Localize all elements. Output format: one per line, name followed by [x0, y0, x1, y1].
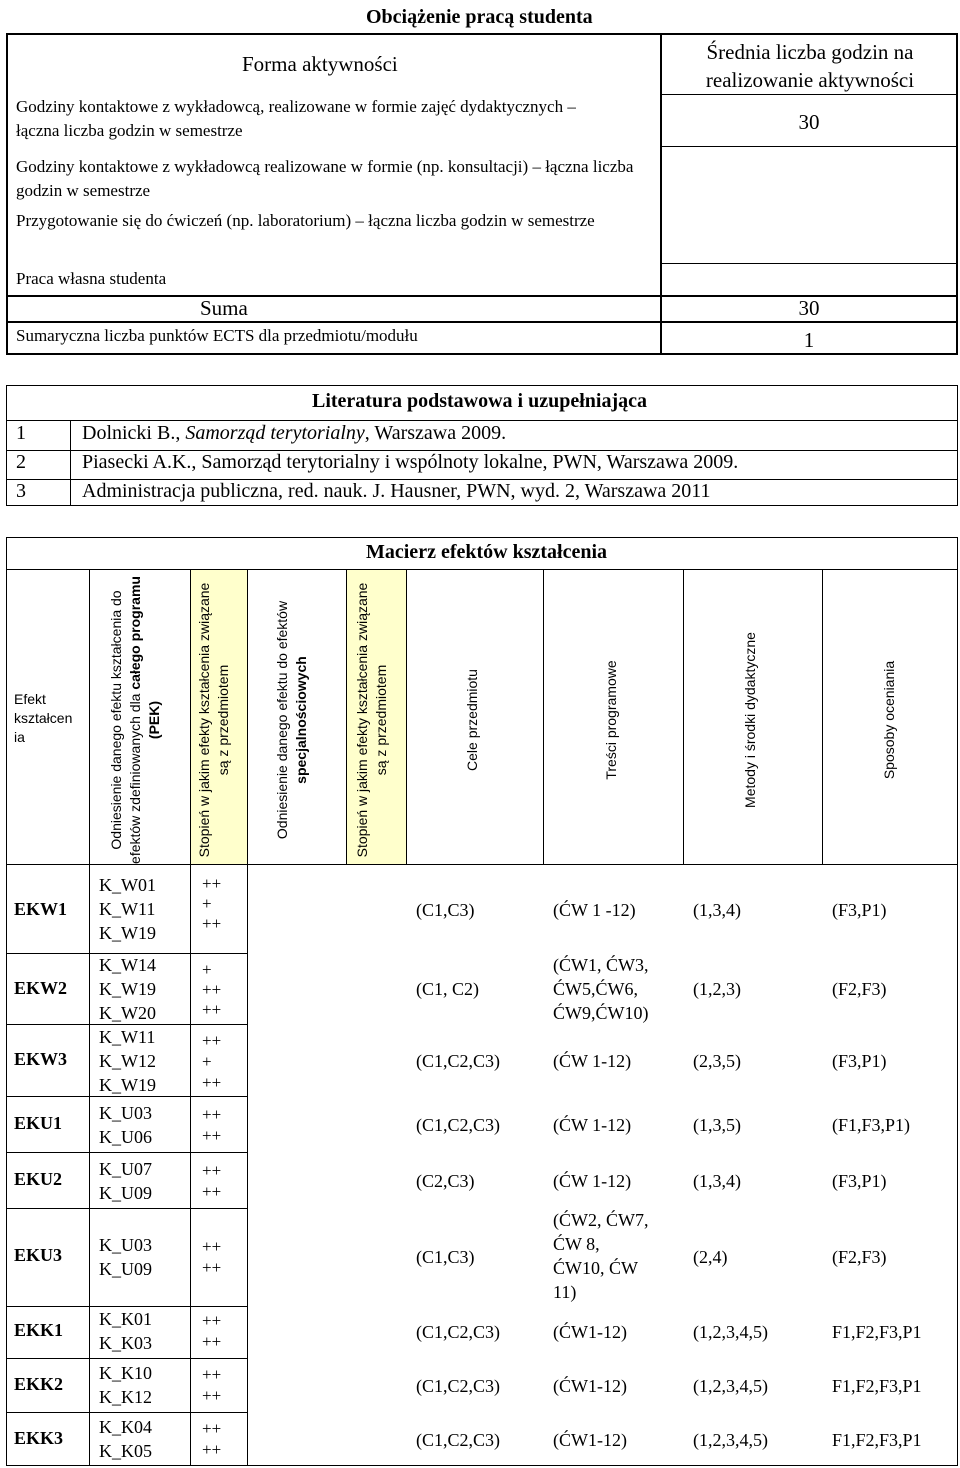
specialty-reference-column-header — [273, 575, 319, 865]
teaching-methods: (1,3,5) — [693, 1115, 741, 1135]
matrix-title: Macierz efektów kształcenia — [366, 541, 608, 563]
program-content: (ĆW1-12) — [553, 1376, 627, 1396]
methods-column-header: Metody i środki dydaktyczne — [742, 632, 758, 808]
assessment-methods: (F1,F3,P1) — [832, 1115, 911, 1135]
course-goals: (C1,C3) — [416, 1247, 475, 1267]
effect-code: EKU1 — [14, 1113, 63, 1133]
program-content: (ĆW1, ĆW3, ĆW5,ĆW6, ĆW9,ĆW10) — [553, 955, 649, 1023]
program-references: K_K04 K_K05 — [99, 1417, 152, 1461]
degree-column-header: Stopień w jakim efekty kształcenia związane są z przedmiotem — [354, 582, 389, 858]
program-references: K_K10 K_K12 — [99, 1363, 152, 1407]
workload-title: Obciążenie pracą studenta — [366, 6, 593, 28]
pek-reference-text: Odniesienie danego efektu kształcenia do efektów zdefiniowanych dla — [108, 590, 143, 864]
program-references: K_U03 K_U06 — [99, 1103, 152, 1147]
program-content: (ĆW 1-12) — [553, 1115, 632, 1135]
relation-degree: ++ ++ — [202, 1237, 222, 1277]
literature-item — [82, 451, 738, 474]
teaching-methods: (1,3,4) — [693, 1171, 741, 1191]
program-references: K_U07 K_U09 — [99, 1159, 152, 1203]
pek-reference-bold: całego programu (PEK) — [127, 576, 162, 740]
assessment-methods: (F3,P1) — [832, 900, 887, 920]
workload-row-label: Godziny kontaktowe z wykładowcą realizowane w formie (np. konsultacji) – łączna liczba godzin w semestrze — [16, 157, 634, 200]
effect-code: EKK1 — [14, 1320, 64, 1340]
assessment-methods: F1,F2,F3,P1 — [832, 1322, 922, 1342]
course-goals: (C1,C2,C3) — [416, 1051, 501, 1071]
hours-column-header: Średnia liczba godzin na realizowanie aktywności — [705, 40, 915, 92]
pek-reference-column-header — [107, 575, 167, 865]
teaching-methods: (2,4) — [693, 1247, 728, 1267]
goals-column-header: Cele przedmiotu — [464, 669, 480, 771]
literature-item-number: 3 — [16, 480, 26, 502]
effect-code: EKK3 — [14, 1428, 64, 1448]
teaching-methods: (1,2,3,4,5) — [693, 1430, 768, 1450]
program-content: (ĆW 1-12) — [553, 1171, 632, 1191]
program-content: (ĆW 1-12) — [553, 1051, 632, 1071]
workload-row-value: 30 — [798, 110, 820, 134]
program-content: (ĆW1-12) — [553, 1430, 627, 1450]
program-references: K_W01 K_W11 K_W19 — [99, 875, 156, 943]
program-references: K_W14 K_W19 K_W20 — [99, 955, 156, 1023]
teaching-methods: (1,2,3,4,5) — [693, 1322, 768, 1342]
assessment-methods: (F2,F3) — [832, 1247, 887, 1267]
assessment-methods: F1,F2,F3,P1 — [832, 1430, 922, 1450]
effect-column-header: Efekt kształcen ia — [14, 691, 73, 745]
assessment-methods: (F2,F3) — [832, 979, 887, 999]
course-goals: (C2,C3) — [416, 1171, 475, 1191]
program-content: (ĆW1-12) — [553, 1322, 627, 1342]
program-references: K_W11 K_W12 K_W19 — [99, 1027, 156, 1095]
ects-value: 1 — [803, 328, 815, 352]
literature-item-author: Administracja publiczna, red. nauk. J. Hausner, PWN, wyd. 2, Warszawa 2011 — [82, 480, 711, 502]
specialty-reference-bold: specjalnościowych — [293, 656, 309, 784]
course-goals: (C1,C2,C3) — [416, 1376, 501, 1396]
relation-degree: ++ ++ — [202, 1105, 222, 1145]
course-goals: (C1,C2,C3) — [416, 1430, 501, 1450]
teaching-methods: (1,3,4) — [693, 900, 741, 920]
program-content: (ĆW 1 -12) — [553, 900, 636, 920]
literature-title: Literatura podstawowa i uzupełniająca — [312, 390, 647, 412]
teaching-methods: (2,3,5) — [693, 1051, 741, 1071]
effect-code: EKU2 — [14, 1169, 63, 1189]
course-goals: (C1,C3) — [416, 900, 475, 920]
assessment-methods: F1,F2,F3,P1 — [832, 1376, 922, 1396]
course-goals: (C1,C2,C3) — [416, 1322, 501, 1342]
program-references: K_K01 K_K03 — [99, 1309, 152, 1353]
relation-degree: ++ ++ — [202, 1311, 222, 1351]
literature-item-number: 1 — [16, 422, 26, 444]
program-content: (ĆW2, ĆW7, ĆW 8, ĆW10, ĆW 11) — [553, 1210, 649, 1302]
program-references: K_U03 K_U09 — [99, 1235, 152, 1279]
literature-item-rest: , Warszawa 2009. — [364, 422, 507, 444]
teaching-methods: (1,2,3) — [693, 979, 741, 999]
literature-item-title: Samorząd terytorialny — [185, 422, 365, 444]
teaching-methods: (1,2,3,4,5) — [693, 1376, 768, 1396]
effect-code: EKK2 — [14, 1374, 64, 1394]
relation-degree: + ++ ++ — [202, 960, 222, 1019]
relation-degree: ++ ++ — [202, 1419, 222, 1459]
assessment-methods: (F3,P1) — [832, 1051, 887, 1071]
ects-label: Sumaryczna liczba punktów ECTS dla przedmiotu/modułu — [16, 326, 418, 345]
literature-item — [82, 480, 711, 503]
relation-degree: ++ + ++ — [202, 874, 222, 933]
literature-item-author: Dolnicki B., — [82, 422, 186, 444]
relation-degree: ++ + ++ — [202, 1031, 222, 1092]
course-goals: (C1, C2) — [416, 979, 479, 999]
effect-code: EKU3 — [14, 1245, 63, 1265]
assessment-column-header: Sposoby oceniania — [881, 660, 897, 780]
content-column-header: Treści programowe — [603, 660, 619, 780]
effect-code: EKW1 — [14, 899, 68, 919]
activity-column-header: Forma aktywności — [242, 52, 398, 76]
assessment-methods: (F3,P1) — [832, 1171, 887, 1191]
sum-value: 30 — [798, 296, 820, 320]
relation-degree: ++ ++ — [202, 1365, 222, 1405]
effect-code: EKW3 — [14, 1049, 68, 1069]
specialty-reference-text: Odniesienie danego efektu do efektów — [274, 600, 290, 840]
effect-code: EKW2 — [14, 978, 68, 998]
literature-item-author: Piasecki A.K., Samorząd terytorialny i wspólnoty lokalne, PWN, Warszawa 2009. — [82, 451, 739, 473]
relation-degree: ++ ++ — [202, 1161, 222, 1201]
workload-row-label: Przygotowanie się do ćwiczeń (np. laboratorium) – łączna liczba godzin w semestrze — [16, 211, 595, 230]
sum-label: Suma — [200, 296, 248, 320]
workload-row-label: Praca własna studenta — [16, 269, 167, 288]
course-goals: (C1,C2,C3) — [416, 1115, 501, 1135]
workload-row-label: Godziny kontaktowe z wykładowcą, realizowane w formie zajęć dydaktycznych – łączna liczba godzin w semestrze — [16, 97, 576, 140]
literature-item-number: 2 — [16, 451, 26, 473]
degree-column-header: Stopień w jakim efekty kształcenia związane są z przedmiotem — [196, 582, 231, 858]
literature-item — [82, 422, 506, 445]
